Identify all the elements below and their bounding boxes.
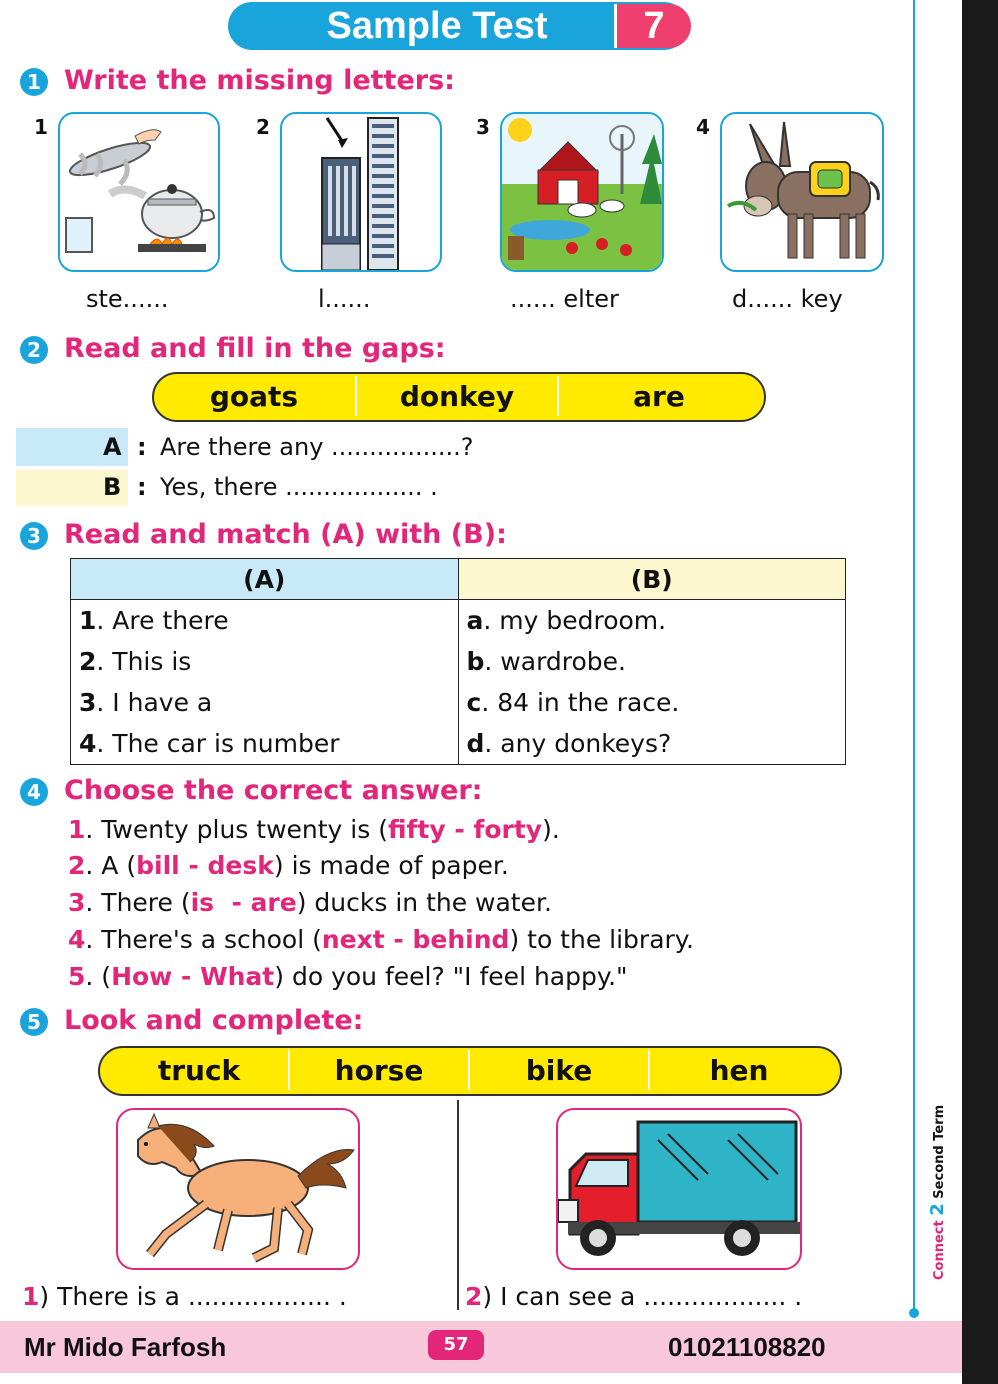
question-text: ) do you feel? "I feel happy." — [274, 962, 628, 991]
option-2[interactable]: What — [200, 962, 275, 991]
section-5-title: Look and complete: — [64, 1005, 364, 1036]
question-text: . There's a school ( — [85, 925, 322, 954]
row-number: 4 — [79, 729, 97, 758]
brand-level: 2 — [927, 1203, 948, 1216]
missing-word-1: ste...... — [86, 285, 169, 313]
question-text: ). — [542, 815, 560, 844]
question-text: . There ( — [85, 888, 191, 917]
speaker-a: A — [103, 433, 122, 461]
page-number: 57 — [428, 1330, 484, 1360]
question-text: . Twenty plus twenty is ( — [85, 815, 388, 844]
column-a-header: (A) — [71, 559, 459, 600]
question-4 — [68, 925, 694, 954]
question-number: 2 — [68, 851, 86, 880]
phone-number: 01021108820 — [668, 1332, 826, 1362]
match-b-text: . any donkeys? — [484, 729, 672, 758]
section-4-number: 4 — [20, 778, 48, 806]
tall-buildings-picture — [280, 112, 442, 272]
question-1 — [68, 815, 560, 844]
option-2[interactable]: behind — [412, 925, 510, 954]
missing-word-3: ...... elter — [510, 285, 619, 313]
option-1[interactable]: How — [111, 962, 173, 991]
table-row — [71, 682, 846, 723]
section-4-title: Choose the correct answer: — [64, 775, 483, 806]
question-number: 4 — [68, 925, 86, 954]
match-a-text: . This is — [96, 647, 192, 676]
column-b-header: (B) — [458, 559, 846, 600]
sentence-number: 2 — [465, 1282, 483, 1311]
option-1[interactable]: next — [321, 925, 385, 954]
missing-word-4: d...... key — [732, 285, 843, 313]
dialog-separator: : — [137, 433, 147, 461]
row-letter: a — [466, 606, 484, 635]
question-text: ) to the library. — [509, 925, 694, 954]
horse-picture — [116, 1108, 360, 1270]
question-text: . A ( — [85, 851, 137, 880]
page-title: Sample Test — [326, 5, 548, 47]
complete-sentence-1 — [22, 1282, 347, 1311]
page-edge — [962, 0, 998, 1384]
margin-line — [913, 0, 915, 1310]
margin-dot — [909, 1308, 919, 1318]
section-5-number: 5 — [20, 1008, 48, 1036]
donkey-picture — [720, 112, 884, 272]
match-b-text: . my bedroom. — [483, 606, 667, 635]
row-number: 1 — [79, 606, 97, 635]
complete-sentence-2 — [465, 1282, 802, 1311]
question-3 — [68, 888, 552, 917]
missing-word-2: l...... — [318, 285, 371, 313]
question-text: ) ducks in the water. — [296, 888, 552, 917]
question-5 — [68, 962, 628, 991]
match-table — [70, 558, 846, 765]
dialog-line-b: Yes, there .................. . — [160, 473, 438, 501]
match-b-text: . 84 in the race. — [481, 688, 680, 717]
row-letter: c — [466, 688, 482, 717]
test-number: 7 — [614, 4, 691, 48]
word-option: horse — [334, 1054, 424, 1087]
option-separator: - — [179, 851, 208, 880]
word-option: are — [633, 380, 685, 413]
side-label — [918, 1104, 958, 1280]
sentence-text: ) There is a .................. . — [39, 1282, 347, 1311]
match-a-text: . I have a — [96, 688, 213, 717]
option-separator: - — [214, 888, 251, 917]
option-1[interactable]: is — [190, 888, 215, 917]
author-name: Mr Mido Farfosh — [24, 1332, 227, 1362]
truck-picture — [556, 1108, 802, 1270]
section-3-number: 3 — [20, 522, 48, 550]
picture-number-4: 4 — [696, 115, 710, 139]
sentence-number: 1 — [22, 1282, 40, 1311]
option-2[interactable]: are — [250, 888, 297, 917]
brand-name: Connect — [932, 1220, 947, 1280]
word-option: hen — [709, 1054, 769, 1087]
row-letter: d — [466, 729, 485, 758]
option-separator: - — [384, 925, 413, 954]
row-number: 3 — [79, 688, 97, 717]
section-1-title: Write the missing letters: — [64, 65, 455, 96]
row-letter: b — [466, 647, 485, 676]
match-b-text: . wardrobe. — [484, 647, 626, 676]
match-a-text: . The car is number — [96, 729, 340, 758]
question-text: ) is made of paper. — [273, 851, 509, 880]
option-1[interactable]: fifty — [387, 815, 446, 844]
section-2-title: Read and fill in the gaps: — [64, 333, 446, 364]
question-number: 1 — [68, 815, 86, 844]
option-1[interactable]: bill — [136, 851, 180, 880]
table-row — [71, 600, 846, 642]
column-divider — [457, 1100, 459, 1310]
picture-number-2: 2 — [256, 115, 270, 139]
picture-number-3: 3 — [476, 115, 490, 139]
section-2-number: 2 — [20, 336, 48, 364]
question-number: 5 — [68, 962, 86, 991]
option-separator: - — [172, 962, 201, 991]
sentence-text: ) I can see a .................. . — [482, 1282, 803, 1311]
section-3-title: Read and match (A) with (B): — [64, 519, 507, 550]
brand-term: Second Term — [932, 1104, 947, 1199]
match-a-text: . Are there — [96, 606, 229, 635]
farm-barn-picture — [500, 112, 664, 272]
question-2 — [68, 851, 509, 880]
question-text: . ( — [85, 962, 112, 991]
dialog-separator: : — [137, 473, 147, 501]
option-2[interactable]: desk — [207, 851, 274, 880]
question-number: 3 — [68, 888, 86, 917]
option-separator: - — [445, 815, 474, 844]
word-option: bike — [525, 1054, 593, 1087]
table-row — [71, 723, 846, 765]
table-row — [71, 641, 846, 682]
word-option: truck — [157, 1054, 241, 1087]
option-2[interactable]: forty — [473, 815, 543, 844]
row-number: 2 — [79, 647, 97, 676]
picture-number-1: 1 — [34, 115, 48, 139]
dialog-line-a: Are there any .................? — [160, 433, 474, 461]
word-option: donkey — [399, 380, 515, 413]
section-1-number: 1 — [20, 68, 48, 96]
speaker-b: B — [103, 473, 122, 501]
boiling-pot-picture — [58, 112, 220, 272]
word-option: goats — [209, 380, 299, 413]
